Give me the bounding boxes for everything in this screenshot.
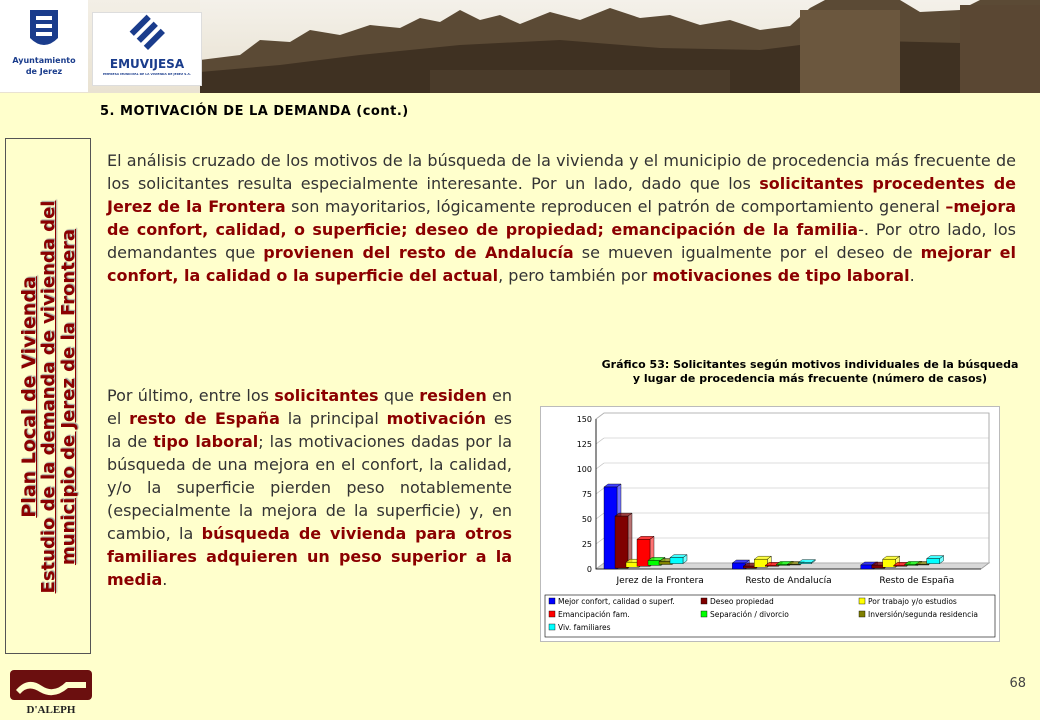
legend-label: Por trabajo y/o estudios: [868, 597, 957, 606]
chart-wall: [596, 413, 989, 569]
y-tick-label: 150: [576, 415, 592, 424]
emuvijesa-logo: [92, 12, 202, 86]
bar: [787, 565, 800, 566]
y-tick-label: 75: [581, 490, 592, 499]
chart-container: [540, 406, 1000, 642]
cathedral-photo: [200, 0, 1040, 93]
ayuntamiento-line2: de Jerez: [25, 67, 63, 76]
highlight-run: solicitantes procedentes de Jerez de la Frontera: [107, 174, 1016, 216]
emuvijesa-subtitle: EMPRESA MUNICIPAL DE LA VIVIENDA DE JEREZ S.A.: [103, 72, 191, 76]
page-number: 68: [1009, 676, 1026, 691]
text-run: , pero también por: [498, 266, 653, 285]
y-tick-label: 50: [581, 515, 592, 524]
highlight-run: resto de España: [129, 409, 280, 428]
text-run: ; las motivaciones dadas por la búsqueda de una mejora en el confort, la calidad, y/o la superficie pierden peso notablemente (especialmente la mejora de la superficie) y, en cambio, la: [107, 432, 512, 543]
x-tick-label: Resto de España: [879, 576, 955, 586]
highlight-run: provienen del resto de Andalucía: [263, 243, 574, 262]
text-run: son mayoritarios, lógicamente reproducen el patrón de comportamiento general: [285, 197, 946, 216]
highlight-run: solicitantes: [274, 386, 379, 405]
text-run: .: [162, 570, 168, 589]
sidebar-title-box: [5, 138, 91, 654]
highlight-run: mejorar el confort, la calidad o la superficie del actual: [107, 243, 1016, 285]
bar: [615, 516, 628, 568]
legend-label: Emancipación fam.: [558, 610, 630, 619]
text-run: que: [378, 386, 420, 405]
daleph-logo: [8, 668, 94, 716]
highlight-run: búsqueda de vivienda para otros familiares adquieren un peso superior a la media: [107, 524, 512, 589]
text-run: .: [909, 266, 915, 285]
legend-label: Inversión/segunda residencia: [868, 610, 978, 619]
section-title: 5. MOTIVACIÓN DE LA DEMANDA (cont.): [100, 104, 409, 119]
sidebar-line1: Plan Local de Vivienda: [18, 276, 40, 518]
intro-paragraph: [107, 149, 1016, 287]
legend-swatch: [549, 624, 555, 630]
header-banner: [0, 0, 1040, 93]
text-run: en el: [107, 386, 513, 428]
sidebar-line3: municipio de Jerez de la Frontera: [58, 228, 79, 566]
text-run: es la de: [107, 409, 512, 451]
chart-title: Gráfico 53: Solicitantes según motivos individuales de la búsqueda y lugar de procedencia más frecuente (número de casos): [601, 358, 1019, 385]
legend-label: Separación / divorcio: [710, 610, 789, 619]
jerez-shield-icon: [0, 0, 88, 92]
second-paragraph: [107, 384, 512, 591]
legend-swatch: [701, 598, 707, 604]
text-run: -. Por otro lado, los demandantes que: [107, 220, 1017, 262]
legend-swatch: [549, 611, 555, 617]
y-tick-label: 125: [576, 440, 592, 449]
y-tick-label: 25: [581, 540, 592, 549]
bar: [798, 563, 811, 564]
sidebar-title: [19, 147, 79, 647]
sidebar-line2: Estudio de la demanda de vivienda del: [38, 200, 59, 594]
highlight-run: motivaciones de tipo laboral: [652, 266, 910, 285]
legend-label: Deseo propiedad: [710, 597, 774, 606]
y-tick-label: 100: [576, 465, 592, 474]
highlight-run: residen: [419, 386, 487, 405]
daleph-text: D'ALEPH: [26, 704, 76, 716]
legend-swatch: [701, 611, 707, 617]
legend-label: Mejor confort, calidad o superf.: [558, 597, 675, 606]
legend-label: Viv. familiares: [558, 623, 611, 632]
text-run: Por último, entre los: [107, 386, 275, 405]
highlight-run: tipo laboral: [153, 432, 259, 451]
emuvijesa-name: EMUVIJESA: [109, 57, 185, 71]
x-tick-label: Resto de Andalucía: [745, 576, 832, 586]
bar: [916, 565, 929, 566]
bar: [927, 559, 940, 564]
bar-chart: [541, 407, 999, 641]
highlight-run: –mejora de confort, calidad, o superficie; deseo de propiedad; emancipación de la familia: [107, 197, 1016, 239]
legend-swatch: [859, 611, 865, 617]
ayuntamiento-logo: [0, 0, 88, 92]
legend-swatch: [549, 598, 555, 604]
text-run: se mueven igualmente por el deseo de: [573, 243, 921, 262]
text-run: El análisis cruzado de los motivos de la búsqueda de la vivienda y el municipio de procedencia más frecuente de los solicitantes resulta especialmente interesante. Por un lado, dado que los: [107, 151, 1016, 193]
text-run: la principal: [279, 409, 387, 428]
ayuntamiento-line1: Ayuntamiento: [12, 56, 76, 65]
y-tick-label: 0: [586, 565, 592, 574]
highlight-run: motivación: [386, 409, 486, 428]
legend-swatch: [859, 598, 865, 604]
emuvijesa-mark-icon: [93, 13, 203, 53]
x-tick-label: Jerez de la Frontera: [616, 576, 704, 586]
bar: [670, 558, 683, 564]
